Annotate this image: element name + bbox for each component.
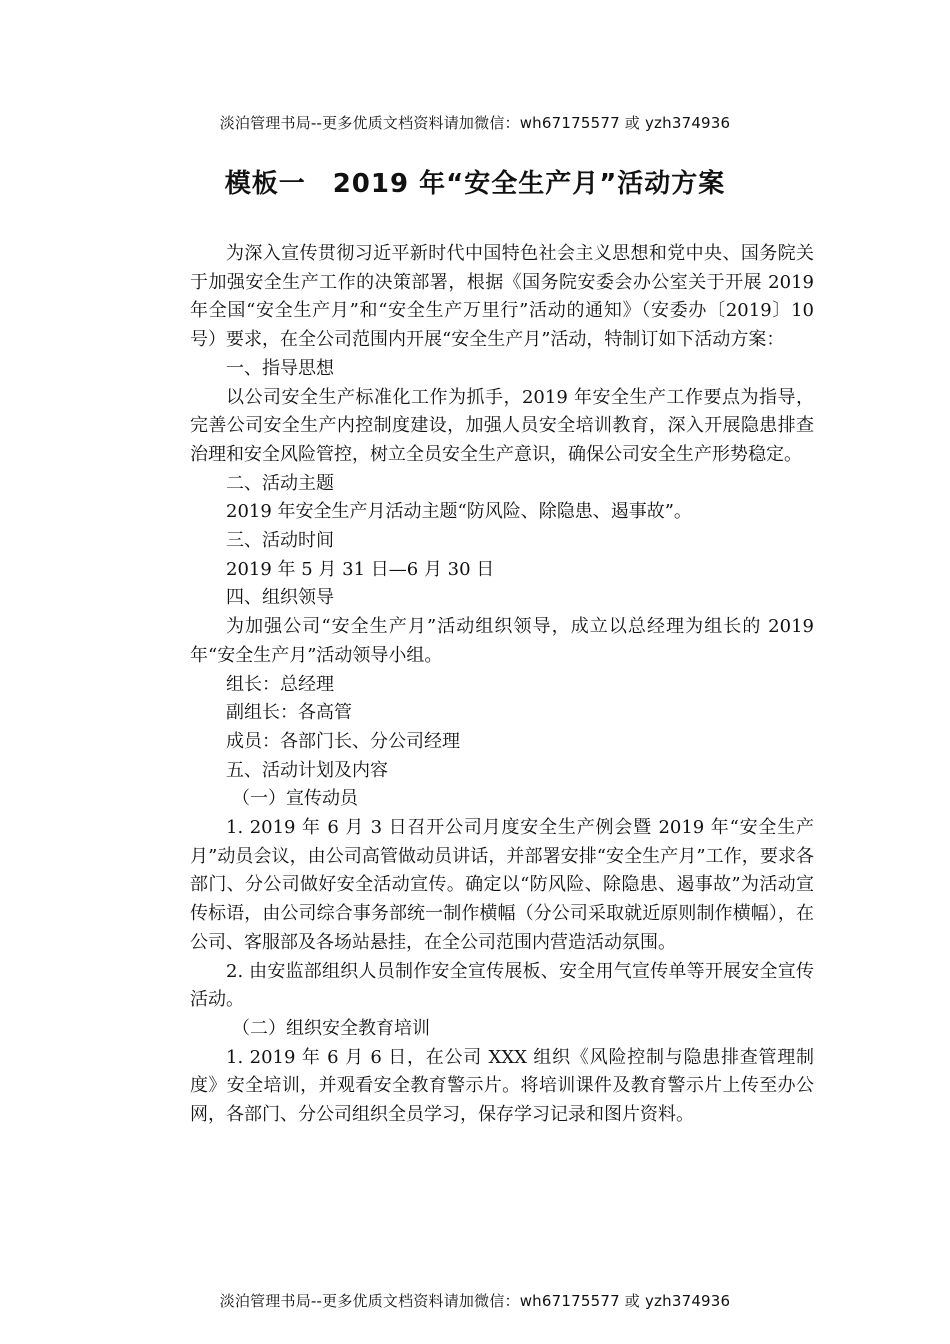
activity-theme-paragraph: 2019 年安全生产月活动主题“防风险、除隐患、遏事故”。 xyxy=(226,501,692,523)
document-body xyxy=(190,240,814,1130)
training-item-1: 1. 2019 年 6 月 6 日，在公司 XXX 组织《风险控制与隐患排查管理制度》安全培训，并观看安全教育警示片。将培训课件及教育警示片上传至办公网，各部门、分公司组织全员学习，保存学习记录和图片资料。 xyxy=(190,1046,814,1126)
section-heading-guiding-ideology: 一、指导思想 xyxy=(226,357,334,379)
organization-paragraph: 为加强公司“安全生产月”活动组织领导，成立以总经理为组长的 2019 年“安全生产月”活动领导小组。 xyxy=(190,616,814,666)
section-heading-activity-theme: 二、活动主题 xyxy=(226,472,334,494)
section-heading-activity-time: 三、活动时间 xyxy=(226,530,334,552)
intro-paragraph: 为深入宣传贯彻习近平新时代中国特色社会主义思想和党中央、国务院关于加强安全生产工作的决策部署，根据《国务院安委会办公室关于开展 2019 年全国“安全生产月”和“安全生产万里行”活动的通知》（安委办〔2019〕10 号）要求，在全公司范围内开展“安全生产月”活动，特制订如下活动方案： xyxy=(190,243,814,351)
deputy-leader-line: 副组长：各高管 xyxy=(226,702,352,724)
activity-time-paragraph: 2019 年 5 月 31 日—6 月 30 日 xyxy=(226,558,495,580)
guiding-ideology-paragraph: 以公司安全生产标准化工作为抓手，2019 年安全生产工作要点为指导，完善公司安全生产内控制度建设，加强人员安全培训教育，深入开展隐患排查治理和安全风险管控，树立全员安全生产意识，确保公司安全生产形势稳定。 xyxy=(190,386,814,465)
publicity-item-2: 2. 由安监部组织人员制作安全宣传展板、安全用气宣传单等开展安全宣传活动。 xyxy=(190,960,814,1011)
subsection-heading-training: （二）组织安全教育培训 xyxy=(232,1017,430,1039)
section-heading-activity-plan: 五、活动计划及内容 xyxy=(226,759,388,781)
members-line: 成员：各部门长、分公司经理 xyxy=(226,730,460,752)
page-footer: 淡泊管理书局--更多优质文档资料请加微信：wh67175577 或 yzh374936 xyxy=(219,1292,731,1310)
subsection-heading-publicity: （一）宣传动员 xyxy=(232,788,358,810)
section-heading-organization: 四、组织领导 xyxy=(226,587,334,609)
publicity-item-1: 1. 2019 年 6 月 3 日召开公司月度安全生产例会暨 2019 年“安全生产月”动员会议，由公司高管做动员讲话，并部署安排“安全生产月”工作，要求各部门、分公司做好安全活动宣传。确定以“防风险、除隐患、遏事故”为活动宣传标语，由公司综合事务部统一制作横幅（分公司采取就近原则制作横幅），在公司、客服部及各场站悬挂，在全公司范围内营造活动氛围。 xyxy=(190,817,814,953)
page-header: 淡泊管理书局--更多优质文档资料请加微信：wh67175577 或 yzh374936 xyxy=(219,114,731,132)
team-leader-line: 组长：总经理 xyxy=(226,673,334,695)
document-title: 模板一 2019 年“安全生产月”活动方案 xyxy=(224,169,726,199)
